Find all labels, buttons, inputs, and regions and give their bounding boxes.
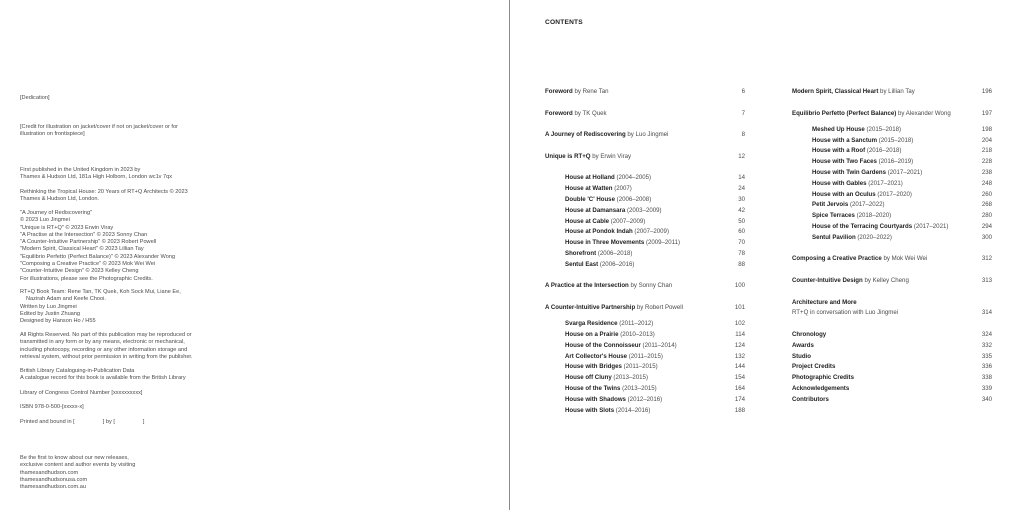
entry-subtitle: (2012–2016) bbox=[625, 395, 663, 403]
entry-subtitle: (2007–2009) bbox=[609, 217, 646, 225]
entry-title: Counter-Intuitive Design bbox=[792, 276, 863, 284]
entry-title: House of the Terracing Courtyards bbox=[812, 222, 913, 230]
essay-credit: For illustrations, please see the Photographic Credits. bbox=[20, 275, 153, 282]
illustration-credit bbox=[20, 124, 260, 139]
entry-title: Unique is RT+Q bbox=[545, 152, 591, 160]
page-number: 30 bbox=[738, 195, 745, 203]
toc-entry[interactable] bbox=[545, 249, 745, 260]
isbn-text: ISBN 978-0-500-[xxxxx-x] bbox=[20, 404, 84, 410]
entry-title: A Practice at the Intersection bbox=[545, 282, 629, 290]
entry-title: Art Collector's House bbox=[565, 352, 628, 360]
entry-subtitle: by Rene Tan bbox=[572, 88, 609, 95]
page-number: 198 bbox=[981, 125, 992, 133]
rights-line: transmitted in any form or by any means, electronic or mechanical, bbox=[20, 339, 185, 346]
publication-info bbox=[20, 167, 260, 182]
title-copyright bbox=[20, 189, 260, 204]
entry-title: Svarga Residence bbox=[565, 320, 618, 328]
entry-subtitle: by Lillian Tay bbox=[878, 88, 915, 95]
toc-entry[interactable] bbox=[545, 87, 745, 98]
printed-part: Printed and bound in [ bbox=[20, 419, 75, 425]
toc-entry[interactable] bbox=[545, 330, 745, 341]
entry-title: Contributors bbox=[792, 395, 829, 403]
credit-line: [Credit for illustration on jacket/cover if not on jacket/cover or for bbox=[20, 124, 178, 130]
website-link[interactable]: thamesandhudson.com bbox=[20, 469, 79, 476]
page-number: 124 bbox=[734, 341, 745, 349]
toc-entry[interactable] bbox=[545, 217, 745, 228]
page-number: 280 bbox=[981, 212, 992, 220]
entry-title: House on a Prairie bbox=[565, 330, 619, 338]
page-number: 204 bbox=[981, 136, 992, 144]
entry-subtitle: (2011–2015) bbox=[621, 363, 658, 371]
essay-credit: © 2023 Luo Jingmei bbox=[20, 217, 70, 224]
entry-title: Double 'C' House bbox=[565, 195, 615, 203]
page-number: 336 bbox=[981, 363, 992, 371]
toc-entry[interactable] bbox=[792, 179, 992, 190]
entry-title: Studio bbox=[792, 352, 811, 360]
entry-title: House with a Roof bbox=[812, 147, 866, 155]
entry-subtitle: (2004–2005) bbox=[614, 174, 652, 182]
essay-credit: "Modern Spirit, Classical Heart" © 2023 Lillian Tay bbox=[20, 246, 144, 253]
team-line: Nazirah Adam and Keefe Chooi. bbox=[26, 296, 106, 303]
entry-subtitle: (2015–2018) bbox=[877, 136, 914, 144]
entry-subtitle: (2017–2021) bbox=[886, 168, 923, 176]
entry-subtitle: (2009–2011) bbox=[644, 239, 681, 247]
toc-entry[interactable] bbox=[545, 406, 745, 417]
entry-subtitle: (2003–2009) bbox=[625, 206, 662, 214]
essay-credits bbox=[20, 210, 260, 283]
website-link[interactable]: thamesandhudsonusa.com bbox=[20, 476, 88, 483]
toc-entry[interactable] bbox=[792, 190, 992, 201]
toc-entry[interactable] bbox=[545, 195, 745, 206]
entry-title: House at Damansara bbox=[565, 206, 626, 214]
publication-line: First published in the United Kingdom in 2023 by bbox=[20, 167, 141, 173]
toc-entry[interactable] bbox=[792, 254, 992, 265]
page-number: 196 bbox=[981, 88, 992, 95]
entry-title: Equilibrio Perfetto (Perfect Balance) bbox=[792, 109, 897, 117]
entry-title: Shorefront bbox=[565, 249, 597, 257]
toc-entry[interactable] bbox=[545, 152, 745, 163]
toc-entry[interactable] bbox=[792, 341, 992, 352]
toc-entry[interactable] bbox=[792, 146, 992, 157]
entry-subtitle: (2006–2016) bbox=[598, 260, 635, 268]
essay-credit: "Counter-Intuitive Design" © 2023 Kelley Cheng bbox=[20, 268, 139, 275]
page-number: 70 bbox=[738, 239, 745, 247]
toc-entry[interactable] bbox=[792, 384, 992, 395]
entry-subtitle: by Erwin Viray bbox=[590, 152, 632, 160]
entry-title: A Counter-Intuitive Partnership bbox=[545, 303, 636, 311]
toc-entry[interactable] bbox=[792, 136, 992, 147]
entry-subtitle: by Sonny Chan bbox=[628, 282, 673, 290]
page-number: 238 bbox=[981, 168, 992, 176]
entry-subtitle: (2017–2022) bbox=[848, 201, 885, 209]
toc-entry[interactable] bbox=[545, 260, 745, 271]
credit-line: illustration on frontispiece] bbox=[20, 131, 85, 138]
page-number: 188 bbox=[734, 406, 745, 414]
entry-title: Modern Spirit, Classical Heart bbox=[792, 88, 879, 95]
page-number: 314 bbox=[981, 309, 992, 317]
page-number: 335 bbox=[981, 352, 992, 360]
toc-entry[interactable] bbox=[792, 373, 992, 384]
entry-subtitle: (2011–2015) bbox=[627, 352, 663, 360]
entry-subtitle: by Alexander Wong bbox=[896, 109, 951, 117]
page-number: 42 bbox=[738, 206, 745, 214]
page-number: 88 bbox=[738, 260, 745, 268]
toc-entry[interactable] bbox=[545, 238, 745, 249]
entry-title: House off Cluny bbox=[565, 374, 612, 382]
page-number: 197 bbox=[981, 109, 992, 117]
toc-entry[interactable] bbox=[792, 222, 992, 233]
entry-subtitle: by TK Quek bbox=[572, 109, 607, 117]
entry-subtitle: (2006–2008) bbox=[614, 195, 652, 203]
toc-entry[interactable] bbox=[792, 362, 992, 373]
cataloguing-line: British Library Cataloguing-in-Publication Data bbox=[20, 368, 135, 374]
entry-title: Photographic Credits bbox=[792, 374, 854, 382]
toc-entry[interactable] bbox=[545, 227, 745, 238]
entry-title: House with Gables bbox=[812, 179, 867, 187]
entry-title: Awards bbox=[792, 341, 814, 349]
cataloguing-line: A catalogue record for this book is available from the British Library bbox=[20, 375, 186, 382]
entry-subtitle: (2010–2013) bbox=[618, 330, 655, 338]
toc-entry[interactable] bbox=[792, 211, 992, 222]
entry-title: House with Bridges bbox=[565, 363, 622, 371]
entry-subtitle: by Luo Jingmei bbox=[625, 131, 669, 139]
toc-entry[interactable] bbox=[792, 233, 992, 244]
essay-credit: "Composing a Creative Practice" © 2023 Mok Wei Wei bbox=[20, 261, 156, 268]
toc-entry[interactable] bbox=[792, 308, 992, 319]
page-number: 228 bbox=[981, 158, 992, 166]
contents-column-2 bbox=[792, 87, 992, 406]
entry-title: Chronology bbox=[792, 330, 827, 338]
entry-title: Foreword bbox=[545, 88, 573, 95]
dedication bbox=[20, 95, 260, 102]
entry-title: Spice Terraces bbox=[812, 212, 855, 220]
entry-title: House at Pondok Indah bbox=[565, 228, 633, 236]
entry-subtitle: RT+Q in conversation with Luo Jingmei bbox=[792, 309, 899, 317]
page-number: 218 bbox=[981, 147, 992, 155]
essay-credit: "A Counter-Intuitive Partnership" © 2023 Robert Powell bbox=[20, 239, 157, 246]
dedication-text: [Dedication] bbox=[20, 95, 50, 101]
toc-entry[interactable] bbox=[792, 276, 992, 287]
entry-title: House with a Sanctum bbox=[812, 136, 878, 144]
title-line: Thames & Hudson Ltd, London. bbox=[20, 196, 99, 203]
entry-subtitle: (2017–2021) bbox=[912, 222, 949, 230]
entry-subtitle: by Robert Powell bbox=[635, 303, 683, 311]
toc-entry[interactable] bbox=[545, 130, 745, 141]
page-number: 313 bbox=[981, 276, 992, 284]
page-number: 294 bbox=[981, 222, 992, 230]
page-number: 260 bbox=[981, 190, 992, 198]
toc-entry[interactable] bbox=[545, 341, 745, 352]
page-number: 102 bbox=[734, 320, 745, 328]
toc-entry[interactable] bbox=[792, 352, 992, 363]
entry-title: House with Shadows bbox=[565, 395, 626, 403]
printed-part: ] bbox=[142, 419, 145, 425]
entry-subtitle: (2011–2012) bbox=[617, 320, 654, 328]
entry-subtitle: (2011–2014) bbox=[640, 341, 677, 349]
publication-line: Thames & Hudson Ltd, 181a High Holborn, London wc1v 7qx bbox=[20, 174, 173, 181]
entry-title: House of the Twins bbox=[565, 384, 621, 392]
page-number: 24 bbox=[738, 185, 745, 193]
page-number: 332 bbox=[981, 341, 992, 349]
toc-entry[interactable] bbox=[545, 109, 745, 120]
page-number: 338 bbox=[981, 374, 992, 382]
team-line: Designed by Hanson Ho / H55 bbox=[20, 318, 96, 325]
title-line: Rethinking the Tropical House: 20 Years of RT+Q Architects © 2023 bbox=[20, 189, 188, 195]
page-number: 174 bbox=[734, 395, 745, 403]
team-line: Written by Luo Jingmei bbox=[20, 303, 77, 310]
toc-entry[interactable] bbox=[545, 362, 745, 373]
entry-title: Foreword bbox=[545, 109, 573, 117]
toc-entry[interactable] bbox=[545, 206, 745, 217]
entry-subtitle: (2018–2020) bbox=[854, 212, 892, 220]
page-number: 7 bbox=[741, 109, 745, 117]
essay-credit: "Equilibrio Perfetto (Perfect Balance)" © 2023 Alexander Wong bbox=[20, 253, 176, 260]
toc-entry[interactable] bbox=[545, 384, 745, 395]
toc-entry[interactable] bbox=[545, 352, 745, 363]
contents-column-1 bbox=[545, 87, 745, 416]
page-number: 324 bbox=[981, 330, 992, 338]
entry-title: House at Holland bbox=[565, 174, 615, 182]
page-number: 12 bbox=[738, 152, 745, 160]
essay-credit: "Unique is RT+Q" © 2023 Erwin Viray bbox=[20, 224, 114, 231]
toc-entry[interactable] bbox=[792, 87, 992, 98]
entry-title: House with Slots bbox=[565, 406, 615, 414]
loc-text: Library of Congress Control Number [xxxxxxxxxx] bbox=[20, 390, 143, 396]
entry-subtitle: (2007) bbox=[612, 185, 632, 193]
contents-page bbox=[511, 0, 1020, 510]
entry-title: House at Watten bbox=[565, 185, 613, 193]
entry-title: House with Twin Gardens bbox=[812, 168, 887, 176]
toc-entry[interactable] bbox=[792, 157, 992, 168]
page-number: 268 bbox=[981, 201, 992, 209]
entry-title: Architecture and More bbox=[792, 298, 857, 306]
toc-entry[interactable] bbox=[545, 395, 745, 406]
printed-line bbox=[20, 419, 260, 426]
page-number: 312 bbox=[981, 255, 992, 263]
entry-title: Sentul East bbox=[565, 260, 599, 268]
entry-subtitle: (2006–2018) bbox=[596, 249, 633, 257]
toc-entry[interactable] bbox=[792, 168, 992, 179]
newsletter-line: exclusive content and author events by visiting bbox=[20, 462, 136, 469]
rights-line: retrieval system, without prior permission in writing from the publisher. bbox=[20, 353, 193, 360]
page-number: 164 bbox=[734, 384, 745, 392]
page-number: 14 bbox=[738, 174, 745, 182]
entry-subtitle: (2016–2018) bbox=[865, 147, 902, 155]
toc-entry[interactable] bbox=[545, 319, 745, 330]
entry-title: House with an Oculus bbox=[812, 190, 876, 198]
page-number: 154 bbox=[734, 374, 745, 382]
page-number: 144 bbox=[734, 363, 745, 371]
toc-entry[interactable] bbox=[545, 281, 745, 292]
page-number: 300 bbox=[981, 233, 992, 241]
team-line: Edited by Justin Zhuang bbox=[20, 310, 81, 317]
toc-entry[interactable] bbox=[545, 303, 745, 314]
page-number: 78 bbox=[738, 249, 745, 257]
essay-credit: "A Practise at the Intersection" © 2023 Sonny Chan bbox=[20, 231, 148, 238]
book-team bbox=[20, 289, 260, 325]
toc-entry[interactable] bbox=[792, 125, 992, 136]
entry-subtitle: (2020–2022) bbox=[855, 233, 892, 241]
entry-subtitle: by Mok Wei Wei bbox=[881, 255, 928, 263]
toc-entry[interactable] bbox=[792, 298, 992, 309]
page-number: 60 bbox=[738, 228, 745, 236]
entry-title: Composing a Creative Practice bbox=[792, 255, 882, 263]
toc-entry[interactable] bbox=[545, 173, 745, 184]
entry-subtitle: (2014–2016) bbox=[614, 406, 651, 414]
entry-title: House with Two Faces bbox=[812, 158, 877, 166]
website-link[interactable]: thamesandhudson.com.au bbox=[20, 484, 86, 491]
printed-bound bbox=[20, 419, 260, 426]
page-number: 340 bbox=[981, 395, 992, 403]
isbn bbox=[20, 404, 260, 411]
entry-title: A Journey of Rediscovering bbox=[545, 131, 626, 139]
toc-entry[interactable] bbox=[792, 330, 992, 341]
newsletter-note bbox=[20, 455, 260, 491]
page-number: 101 bbox=[734, 303, 745, 311]
entry-subtitle: (2017–2020) bbox=[875, 190, 912, 198]
entry-title: Sentul Pavilion bbox=[812, 233, 856, 241]
essay-credit: "A Journey of Rediscovering" bbox=[20, 210, 93, 216]
page-number: 50 bbox=[738, 217, 745, 225]
entry-title: House at Cable bbox=[565, 217, 610, 225]
toc-entry[interactable] bbox=[545, 184, 745, 195]
toc-entry[interactable] bbox=[792, 109, 992, 120]
page-number: 114 bbox=[735, 330, 745, 338]
rights-line: including photocopy, recording or any other information storage and bbox=[20, 346, 188, 353]
rights-line: All Rights Reserved. No part of this publication may be reproduced or bbox=[20, 332, 192, 338]
entry-subtitle: (2007–2009) bbox=[632, 228, 669, 236]
newsletter-line: Be the first to know about our new releases, bbox=[20, 455, 129, 461]
entry-title: Acknowledgements bbox=[792, 384, 850, 392]
printed-part: ] by [ bbox=[102, 419, 115, 425]
entry-subtitle: (2013–2015) bbox=[620, 384, 657, 392]
entry-title: Petit Jervois bbox=[812, 201, 849, 209]
page-number: 339 bbox=[981, 384, 992, 392]
contents-heading: CONTENTS bbox=[545, 19, 583, 26]
page-number: 100 bbox=[734, 282, 745, 290]
entry-subtitle: (2015–2018) bbox=[864, 125, 902, 133]
entry-subtitle: (2013–2015) bbox=[611, 374, 648, 382]
page-number: 248 bbox=[981, 179, 992, 187]
rights-notice bbox=[20, 332, 260, 361]
page-number: 132 bbox=[734, 352, 745, 360]
entry-subtitle: (2017–2021) bbox=[866, 179, 903, 187]
entry-title: Meshed Up House bbox=[812, 125, 865, 133]
cataloguing-data bbox=[20, 368, 260, 383]
entry-title: Project Credits bbox=[792, 363, 836, 371]
entry-title: House in Three Movements bbox=[565, 239, 645, 247]
entry-subtitle: (2016–2019) bbox=[876, 158, 914, 166]
loc-number bbox=[20, 390, 260, 397]
toc-entry[interactable] bbox=[545, 373, 745, 384]
entry-subtitle: by Kelley Cheng bbox=[862, 276, 909, 284]
toc-entry[interactable] bbox=[792, 395, 992, 406]
toc-entry[interactable] bbox=[792, 200, 992, 211]
page-number: 8 bbox=[741, 131, 745, 139]
entry-title: House of the Connoisseur bbox=[565, 341, 641, 349]
page-number: 6 bbox=[741, 88, 745, 95]
team-line: RT+Q Book Team: Rene Tan, TK Quek, Koh Sock Mui, Liane Ee, bbox=[20, 289, 181, 295]
